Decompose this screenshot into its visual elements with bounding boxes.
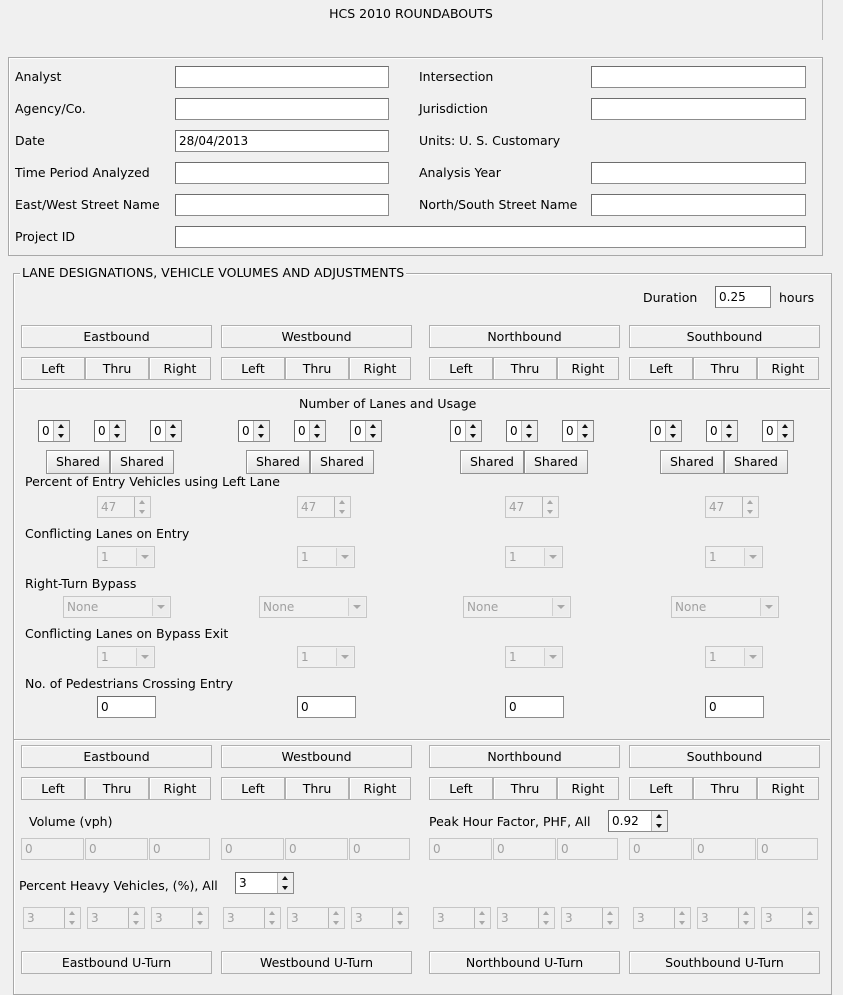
hv-spinner-northbound-0-value: 3 bbox=[437, 911, 445, 925]
phf-spinner[interactable] bbox=[608, 810, 668, 832]
volume-field-northbound-2[interactable]: 0 bbox=[557, 838, 618, 860]
peds-field-northbound[interactable]: 0 bbox=[505, 696, 564, 718]
lane-count-northbound-2-value: 0 bbox=[566, 424, 574, 438]
approach-header-westbound: Westbound bbox=[221, 325, 412, 348]
spin-down-icon[interactable] bbox=[393, 918, 408, 928]
conflicting-entry-select-northbound-value: 1 bbox=[509, 550, 517, 564]
shared-button-westbound-left[interactable]: Shared bbox=[246, 450, 310, 474]
chevron-down-icon[interactable] bbox=[544, 548, 561, 566]
volume-field-eastbound-2[interactable]: 0 bbox=[149, 838, 210, 860]
movement-header-westbound-right: Right bbox=[349, 357, 411, 380]
bypass-select-eastbound-value: None bbox=[67, 600, 99, 614]
spinner-arrows[interactable] bbox=[53, 421, 69, 441]
hv-spinner-southbound-0[interactable] bbox=[633, 907, 691, 929]
lane-count-eastbound-1-value: 0 bbox=[98, 424, 106, 438]
pct-left-spinner-northbound-value: 47 bbox=[509, 500, 525, 514]
spinner-arrows[interactable] bbox=[602, 908, 618, 928]
hv-spinner-northbound-2[interactable] bbox=[561, 907, 619, 929]
chevron-down-icon[interactable] bbox=[760, 598, 777, 616]
hv-spinner-northbound-2-value: 3 bbox=[565, 911, 573, 925]
movement-header-northbound-left: Left bbox=[429, 357, 493, 380]
chevron-down-icon[interactable] bbox=[136, 548, 153, 566]
spinner-arrows[interactable] bbox=[538, 908, 554, 928]
agency-label: Agency/Co. bbox=[15, 101, 86, 116]
spinner-arrows[interactable] bbox=[474, 908, 490, 928]
hv-spinner-eastbound-1[interactable] bbox=[87, 907, 145, 929]
spinner-arrows[interactable] bbox=[328, 908, 344, 928]
spin-down-icon[interactable] bbox=[543, 507, 558, 517]
intersection-field[interactable] bbox=[591, 66, 806, 88]
conflicting-bypass-label: Conflicting Lanes on Bypass Exit bbox=[25, 626, 229, 641]
volume-field-westbound-1[interactable]: 0 bbox=[285, 838, 348, 860]
approach-header-southbound: Southbound bbox=[629, 325, 820, 348]
lane-count-westbound-0-value: 0 bbox=[242, 424, 250, 438]
spinner-arrows[interactable] bbox=[64, 908, 80, 928]
movement-header-eastbound-volume-right: Right bbox=[149, 777, 211, 800]
pct-left-spinner-southbound[interactable] bbox=[705, 496, 759, 518]
spinner-arrows[interactable] bbox=[109, 421, 125, 441]
spin-down-icon[interactable] bbox=[110, 431, 125, 441]
hv-spinner-eastbound-0-value: 3 bbox=[27, 911, 35, 925]
shared-button-eastbound-right[interactable]: Shared bbox=[110, 450, 174, 474]
hv-spinner-southbound-2[interactable] bbox=[761, 907, 819, 929]
spinner-arrows[interactable] bbox=[465, 421, 481, 441]
units-label: Units: U. S. Customary bbox=[419, 133, 561, 148]
lane-count-eastbound-0[interactable] bbox=[38, 420, 70, 442]
spin-down-icon[interactable] bbox=[739, 918, 754, 928]
volume-field-northbound-1[interactable]: 0 bbox=[493, 838, 556, 860]
hv-spinner-southbound-0-value: 3 bbox=[637, 911, 645, 925]
spin-down-icon[interactable] bbox=[578, 431, 593, 441]
shared-button-northbound-right[interactable]: Shared bbox=[524, 450, 588, 474]
movement-header-southbound-volume-thru: Thru bbox=[693, 777, 757, 800]
spinner-arrows[interactable] bbox=[309, 421, 325, 441]
shared-button-northbound-left[interactable]: Shared bbox=[460, 450, 524, 474]
conflicting-bypass-select-southbound-value: 1 bbox=[709, 650, 717, 664]
lane-count-northbound-0-value: 0 bbox=[454, 424, 462, 438]
movement-header-northbound-volume-right: Right bbox=[557, 777, 619, 800]
jurisdiction-field[interactable] bbox=[591, 98, 806, 120]
volume-field-southbound-1[interactable]: 0 bbox=[693, 838, 756, 860]
movement-header-northbound-volume-thru: Thru bbox=[493, 777, 557, 800]
bypass-select-eastbound[interactable] bbox=[63, 596, 171, 618]
spin-down-icon[interactable] bbox=[329, 918, 344, 928]
uturn-header-eastbound: Eastbound U-Turn bbox=[21, 951, 212, 974]
movement-header-southbound-left: Left bbox=[629, 357, 693, 380]
hv-spinner-eastbound-0[interactable] bbox=[23, 907, 81, 929]
peds-field-eastbound[interactable]: 0 bbox=[97, 696, 156, 718]
bypass-select-northbound-value: None bbox=[467, 600, 499, 614]
hv-label: Percent Heavy Vehicles, (%), All bbox=[19, 878, 218, 893]
conflicting-entry-select-northbound[interactable] bbox=[505, 546, 563, 568]
hv-spinner-northbound-1[interactable] bbox=[497, 907, 555, 929]
conflicting-entry-label: Conflicting Lanes on Entry bbox=[25, 526, 190, 541]
approach-header-eastbound: Eastbound bbox=[21, 325, 212, 348]
approach-header-westbound-volume: Westbound bbox=[221, 745, 412, 768]
lane-count-southbound-0[interactable] bbox=[650, 420, 682, 442]
chevron-down-icon[interactable] bbox=[744, 548, 761, 566]
agency-field[interactable] bbox=[175, 98, 389, 120]
spinner-arrows[interactable] bbox=[542, 497, 558, 517]
spinner-arrows[interactable] bbox=[334, 497, 350, 517]
hv-spinner-westbound-0-value: 3 bbox=[227, 911, 235, 925]
conflicting-entry-select-westbound-value: 1 bbox=[301, 550, 309, 564]
bypass-select-westbound-value: None bbox=[263, 600, 295, 614]
analysis-year-label: Analysis Year bbox=[419, 165, 501, 180]
jurisdiction-label: Jurisdiction bbox=[419, 101, 488, 116]
spinner-arrows[interactable] bbox=[777, 421, 793, 441]
conflicting-bypass-select-northbound[interactable] bbox=[505, 646, 563, 668]
spin-down-icon[interactable] bbox=[278, 883, 293, 893]
conflicting-entry-select-southbound[interactable] bbox=[705, 546, 763, 568]
lane-count-southbound-1-value: 0 bbox=[710, 424, 718, 438]
conflicting-bypass-select-westbound[interactable] bbox=[297, 646, 355, 668]
duration-label: Duration bbox=[643, 290, 698, 305]
movement-header-westbound-volume-thru: Thru bbox=[285, 777, 349, 800]
lane-count-southbound-0-value: 0 bbox=[654, 424, 662, 438]
separator bbox=[14, 739, 830, 741]
pct-left-spinner-eastbound-value: 47 bbox=[101, 500, 117, 514]
lane-count-westbound-1-value: 0 bbox=[298, 424, 306, 438]
movement-header-eastbound-volume-thru: Thru bbox=[85, 777, 149, 800]
spinner-arrows[interactable] bbox=[738, 908, 754, 928]
analyst-label: Analyst bbox=[15, 69, 62, 84]
lane-count-eastbound-0-value: 0 bbox=[42, 424, 50, 438]
spinner-arrows[interactable] bbox=[521, 421, 537, 441]
movement-header-northbound-volume-left: Left bbox=[429, 777, 493, 800]
chevron-down-icon[interactable] bbox=[348, 598, 365, 616]
volume-field-southbound-2[interactable]: 0 bbox=[757, 838, 818, 860]
conflicting-entry-select-westbound[interactable] bbox=[297, 546, 355, 568]
pct-left-spinner-westbound-value: 47 bbox=[301, 500, 317, 514]
spin-down-icon[interactable] bbox=[193, 918, 208, 928]
conflicting-entry-select-eastbound[interactable] bbox=[97, 546, 155, 568]
conflicting-entry-select-eastbound-value: 1 bbox=[101, 550, 109, 564]
uturn-header-southbound: Southbound U-Turn bbox=[629, 951, 820, 974]
hv-spinner-westbound-2-value: 3 bbox=[355, 911, 363, 925]
ns-street-label: North/South Street Name bbox=[419, 197, 578, 212]
duration-field[interactable]: 0.25 bbox=[715, 286, 771, 308]
lane-count-westbound-2-value: 0 bbox=[354, 424, 362, 438]
intersection-label: Intersection bbox=[419, 69, 494, 84]
bypass-select-northbound[interactable] bbox=[463, 596, 571, 618]
pct-left-label: Percent of Entry Vehicles using Left Lane bbox=[25, 474, 280, 489]
spin-down-icon[interactable] bbox=[722, 431, 737, 441]
spin-down-icon[interactable] bbox=[310, 431, 325, 441]
uturn-header-northbound: Northbound U-Turn bbox=[429, 951, 620, 974]
lane-count-eastbound-2-value: 0 bbox=[154, 424, 162, 438]
conflicting-bypass-select-eastbound[interactable] bbox=[97, 646, 155, 668]
lane-count-northbound-1[interactable] bbox=[506, 420, 538, 442]
hv-spinner-westbound-1-value: 3 bbox=[291, 911, 299, 925]
spinner-arrows[interactable] bbox=[674, 908, 690, 928]
lane-count-northbound-1-value: 0 bbox=[510, 424, 518, 438]
spinner-arrows[interactable] bbox=[277, 873, 293, 893]
spinner-arrows[interactable] bbox=[192, 908, 208, 928]
approach-header-northbound-volume: Northbound bbox=[429, 745, 620, 768]
spin-down-icon[interactable] bbox=[475, 918, 490, 928]
project-id-label: Project ID bbox=[15, 229, 76, 244]
volume-field-northbound-0[interactable]: 0 bbox=[429, 838, 492, 860]
bypass-select-southbound-value: None bbox=[675, 600, 707, 614]
spinner-arrows[interactable] bbox=[721, 421, 737, 441]
movement-header-southbound-thru: Thru bbox=[693, 357, 757, 380]
spin-down-icon[interactable] bbox=[743, 507, 758, 517]
volume-field-westbound-0[interactable]: 0 bbox=[221, 838, 284, 860]
spin-down-icon[interactable] bbox=[803, 918, 818, 928]
hv-spinner-southbound-1[interactable] bbox=[697, 907, 755, 929]
spin-down-icon[interactable] bbox=[603, 918, 618, 928]
conflicting-bypass-select-northbound-value: 1 bbox=[509, 650, 517, 664]
conflicting-bypass-select-eastbound-value: 1 bbox=[101, 650, 109, 664]
lane-count-westbound-0[interactable] bbox=[238, 420, 270, 442]
spinner-arrows[interactable] bbox=[253, 421, 269, 441]
phf-spinner-value: 0.92 bbox=[612, 814, 639, 828]
lane-count-westbound-1[interactable] bbox=[294, 420, 326, 442]
spin-down-icon[interactable] bbox=[265, 918, 280, 928]
ew-street-label: East/West Street Name bbox=[15, 197, 160, 212]
movement-header-eastbound-volume-left: Left bbox=[21, 777, 85, 800]
volume-field-eastbound-1[interactable]: 0 bbox=[85, 838, 148, 860]
date-label: Date bbox=[15, 133, 45, 148]
project-id-field[interactable] bbox=[175, 226, 806, 248]
spinner-arrows[interactable] bbox=[802, 908, 818, 928]
volume-field-southbound-0[interactable]: 0 bbox=[629, 838, 692, 860]
analysis-year-field[interactable] bbox=[591, 162, 806, 184]
spinner-arrows[interactable] bbox=[365, 421, 381, 441]
analyst-field[interactable] bbox=[175, 66, 389, 88]
shared-button-southbound-left[interactable]: Shared bbox=[660, 450, 724, 474]
movement-header-northbound-right: Right bbox=[557, 357, 619, 380]
spinner-arrows[interactable] bbox=[165, 421, 181, 441]
hv-spinner-westbound-0[interactable] bbox=[223, 907, 281, 929]
conflicting-bypass-select-westbound-value: 1 bbox=[301, 650, 309, 664]
spin-down-icon[interactable] bbox=[335, 507, 350, 517]
hv-all-spinner[interactable] bbox=[235, 872, 294, 894]
bypass-select-southbound[interactable] bbox=[671, 596, 779, 618]
lane-count-northbound-0[interactable] bbox=[450, 420, 482, 442]
spin-down-icon[interactable] bbox=[539, 918, 554, 928]
lane-count-northbound-2[interactable] bbox=[562, 420, 594, 442]
spinner-arrows[interactable] bbox=[134, 497, 150, 517]
hv-spinner-westbound-2[interactable] bbox=[351, 907, 409, 929]
spin-down-icon[interactable] bbox=[666, 431, 681, 441]
separator bbox=[14, 388, 830, 390]
hv-spinner-westbound-1[interactable] bbox=[287, 907, 345, 929]
pct-left-spinner-southbound-value: 47 bbox=[709, 500, 725, 514]
spin-down-icon[interactable] bbox=[366, 431, 381, 441]
movement-header-eastbound-thru: Thru bbox=[85, 357, 149, 380]
hv-all-spinner-value: 3 bbox=[239, 876, 247, 890]
hv-spinner-eastbound-2-value: 3 bbox=[155, 911, 163, 925]
spin-down-icon[interactable] bbox=[166, 431, 181, 441]
ns-street-field[interactable] bbox=[591, 194, 806, 216]
spin-down-icon[interactable] bbox=[135, 507, 150, 517]
hv-spinner-southbound-2-value: 3 bbox=[765, 911, 773, 925]
lane-designations-title: LANE DESIGNATIONS, VEHICLE VOLUMES AND ADJUSTMENTS bbox=[22, 265, 405, 280]
spin-down-icon[interactable] bbox=[466, 431, 481, 441]
peds-field-southbound[interactable]: 0 bbox=[705, 696, 764, 718]
spin-down-icon[interactable] bbox=[522, 431, 537, 441]
movement-header-northbound-thru: Thru bbox=[493, 357, 557, 380]
pct-left-spinner-northbound[interactable] bbox=[505, 496, 559, 518]
chevron-down-icon[interactable] bbox=[136, 648, 153, 666]
movement-header-westbound-volume-left: Left bbox=[221, 777, 285, 800]
movement-header-eastbound-left: Left bbox=[21, 357, 85, 380]
shared-button-southbound-right[interactable]: Shared bbox=[724, 450, 788, 474]
chevron-down-icon[interactable] bbox=[544, 648, 561, 666]
spinner-arrows[interactable] bbox=[742, 497, 758, 517]
lane-count-eastbound-2[interactable] bbox=[150, 420, 182, 442]
spin-down-icon[interactable] bbox=[254, 431, 269, 441]
conflicting-bypass-select-southbound[interactable] bbox=[705, 646, 763, 668]
movement-header-westbound-thru: Thru bbox=[285, 357, 349, 380]
lane-count-southbound-2[interactable] bbox=[762, 420, 794, 442]
chevron-down-icon[interactable] bbox=[744, 648, 761, 666]
shared-button-westbound-right[interactable]: Shared bbox=[310, 450, 374, 474]
spin-down-icon[interactable] bbox=[652, 821, 667, 831]
volume-field-eastbound-0[interactable]: 0 bbox=[21, 838, 84, 860]
hv-spinner-northbound-1-value: 3 bbox=[501, 911, 509, 925]
ew-street-field[interactable] bbox=[175, 194, 389, 216]
movement-header-westbound-left: Left bbox=[221, 357, 285, 380]
phf-label: Peak Hour Factor, PHF, All bbox=[429, 814, 591, 829]
bypass-select-westbound[interactable] bbox=[259, 596, 367, 618]
chevron-down-icon[interactable] bbox=[336, 548, 353, 566]
spinner-arrows[interactable] bbox=[651, 811, 667, 831]
lane-count-westbound-2[interactable] bbox=[350, 420, 382, 442]
volume-field-westbound-2[interactable]: 0 bbox=[349, 838, 410, 860]
peds-field-westbound[interactable]: 0 bbox=[297, 696, 356, 718]
spinner-arrows[interactable] bbox=[392, 908, 408, 928]
spinner-arrows[interactable] bbox=[577, 421, 593, 441]
shared-button-eastbound-left[interactable]: Shared bbox=[46, 450, 110, 474]
hv-spinner-eastbound-1-value: 3 bbox=[91, 911, 99, 925]
pct-left-spinner-westbound[interactable] bbox=[297, 496, 351, 518]
duration-unit: hours bbox=[779, 290, 815, 305]
chevron-down-icon[interactable] bbox=[152, 598, 169, 616]
approach-header-eastbound-volume: Eastbound bbox=[21, 745, 212, 768]
movement-header-westbound-volume-right: Right bbox=[349, 777, 411, 800]
lane-count-eastbound-1[interactable] bbox=[94, 420, 126, 442]
spin-down-icon[interactable] bbox=[65, 918, 80, 928]
spin-down-icon[interactable] bbox=[778, 431, 793, 441]
peds-label: No. of Pedestrians Crossing Entry bbox=[25, 676, 234, 691]
approach-header-northbound: Northbound bbox=[429, 325, 620, 348]
time-period-field[interactable] bbox=[175, 162, 389, 184]
hv-spinner-southbound-1-value: 3 bbox=[701, 911, 709, 925]
spinner-arrows[interactable] bbox=[264, 908, 280, 928]
spin-down-icon[interactable] bbox=[54, 431, 69, 441]
uturn-header-westbound: Westbound U-Turn bbox=[221, 951, 412, 974]
window-title: HCS 2010 ROUNDABOUTS bbox=[0, 0, 823, 40]
spin-down-icon[interactable] bbox=[675, 918, 690, 928]
volume-label: Volume (vph) bbox=[29, 814, 113, 829]
hv-spinner-northbound-0[interactable] bbox=[433, 907, 491, 929]
movement-header-eastbound-right: Right bbox=[149, 357, 211, 380]
lane-count-southbound-1[interactable] bbox=[706, 420, 738, 442]
num-lanes-label: Number of Lanes and Usage bbox=[299, 396, 477, 411]
movement-header-southbound-volume-right: Right bbox=[757, 777, 819, 800]
movement-header-southbound-right: Right bbox=[757, 357, 819, 380]
bypass-label: Right-Turn Bypass bbox=[25, 576, 137, 591]
time-period-label: Time Period Analyzed bbox=[15, 165, 150, 180]
spinner-arrows[interactable] bbox=[665, 421, 681, 441]
chevron-down-icon[interactable] bbox=[552, 598, 569, 616]
hv-spinner-eastbound-2[interactable] bbox=[151, 907, 209, 929]
approach-header-southbound-volume: Southbound bbox=[629, 745, 820, 768]
spin-down-icon[interactable] bbox=[129, 918, 144, 928]
chevron-down-icon[interactable] bbox=[336, 648, 353, 666]
spinner-arrows[interactable] bbox=[128, 908, 144, 928]
lane-count-southbound-2-value: 0 bbox=[766, 424, 774, 438]
conflicting-entry-select-southbound-value: 1 bbox=[709, 550, 717, 564]
pct-left-spinner-eastbound[interactable] bbox=[97, 496, 151, 518]
movement-header-southbound-volume-left: Left bbox=[629, 777, 693, 800]
date-field[interactable]: 28/04/2013 bbox=[175, 130, 389, 152]
